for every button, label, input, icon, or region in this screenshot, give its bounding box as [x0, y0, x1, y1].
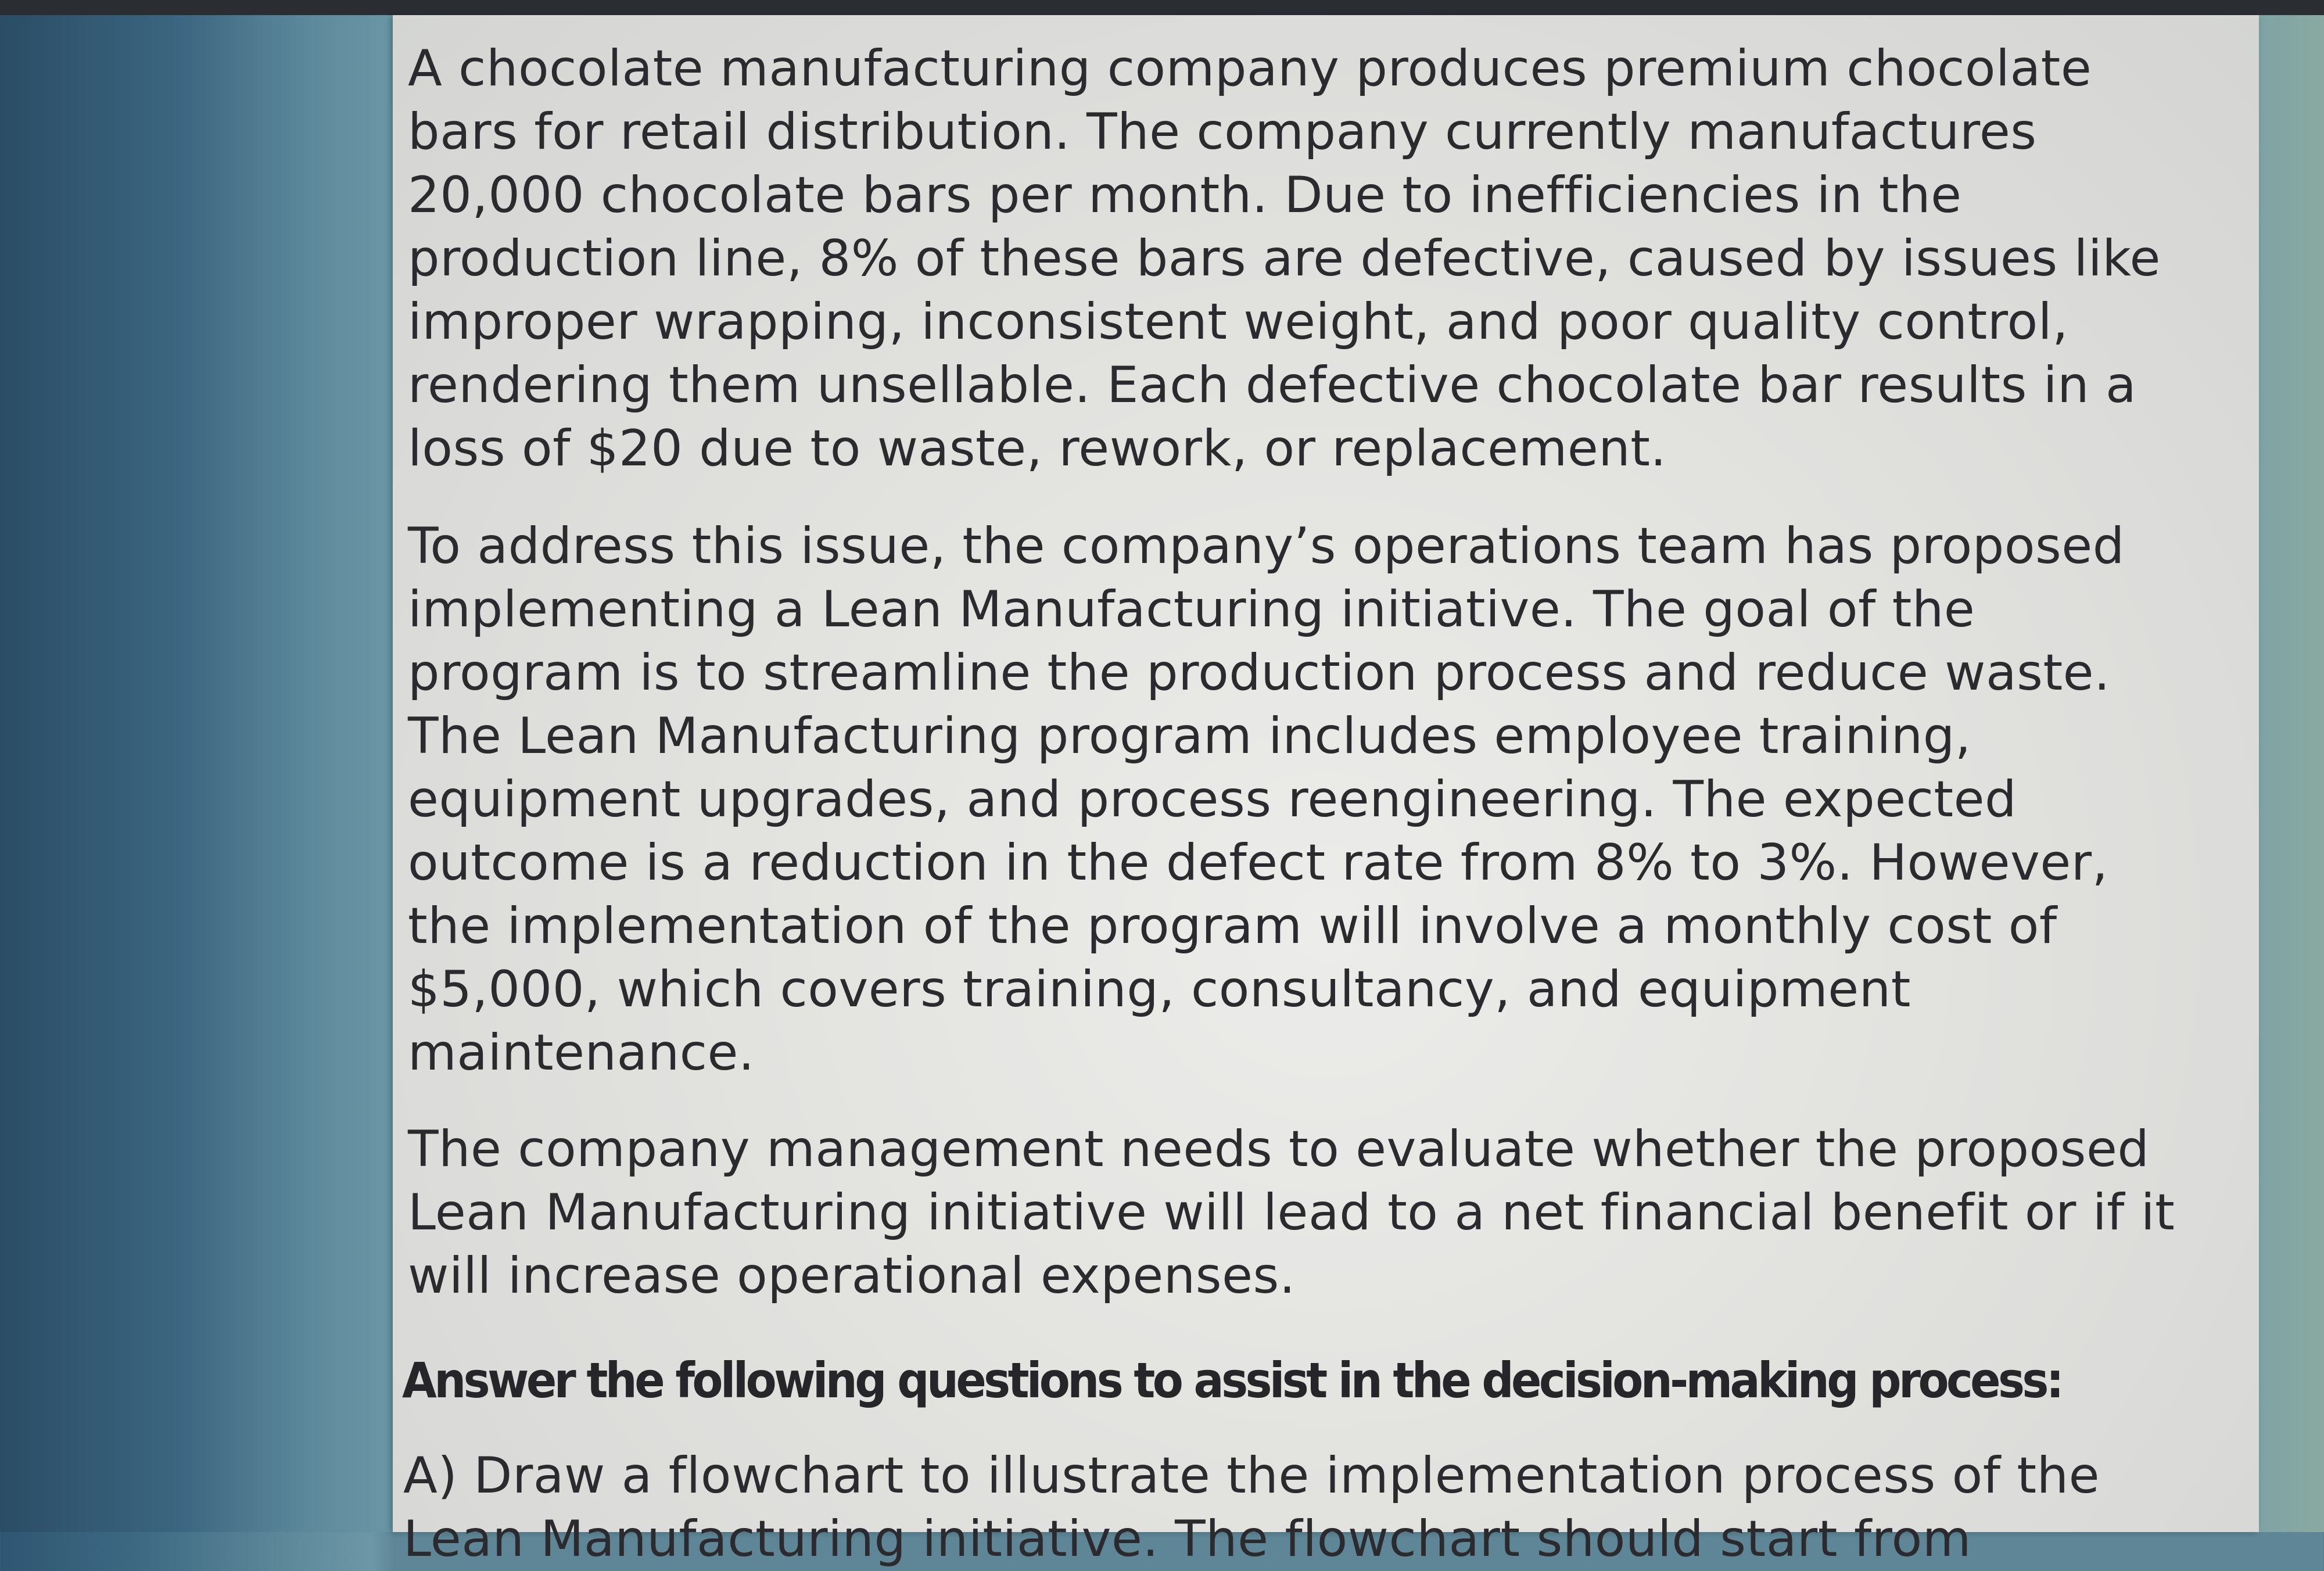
text-line: program is to streamline the production process and reduce waste. [408, 644, 2110, 702]
text-line: rendering them unsellable. Each defective chocolate bar results in a [408, 356, 2137, 414]
text-line: A) Draw a flowchart to illustrate the implementation process of the [403, 1447, 2100, 1505]
question-a [403, 1444, 2245, 1571]
text-line: maintenance. [408, 1024, 755, 1082]
document-page [393, 15, 2259, 1568]
text-line: 20,000 chocolate bars per month. Due to inefficiencies in the [408, 166, 1962, 224]
paragraph-evaluation [408, 1118, 2250, 1308]
text-line: Lean Manufacturing initiative. The flowchart should start from [403, 1510, 1971, 1568]
text-line: equipment upgrades, and process reengineering. The expected [408, 770, 2017, 828]
monitor-bezel [0, 0, 2324, 15]
text-line: implementing a Lean Manufacturing initiative. The goal of the [408, 580, 1975, 639]
text-line: The Lean Manufacturing program includes employee training, [408, 707, 1971, 765]
text-line: A chocolate manufacturing company produces premium chocolate [408, 40, 2092, 98]
paragraph-problem-statement [408, 37, 2250, 480]
text-line: The company management needs to evaluate whether the proposed [408, 1120, 2150, 1178]
text-line: improper wrapping, inconsistent weight, and poor quality control, [408, 293, 2069, 351]
text-line: production line, 8% of these bars are defective, caused by issues like [408, 229, 2161, 288]
paragraph-lean-initiative [408, 515, 2250, 1085]
text-line: bars for retail distribution. The company currently manufactures [408, 103, 2037, 161]
text-line: will increase operational expenses. [408, 1247, 1296, 1305]
background-right [2259, 15, 2324, 1532]
text-line: loss of $20 due to waste, rework, or replacement. [408, 419, 1667, 478]
text-line: Lean Manufacturing initiative will lead to a net financial benefit or if it [408, 1183, 2175, 1242]
questions-heading: Answer the following questions to assist in the decision-making process: [402, 1352, 2062, 1409]
background-left [0, 15, 393, 1532]
text-line: outcome is a reduction in the defect rate from 8% to 3%. However, [408, 834, 2108, 892]
text-line: To address this issue, the company’s operations team has proposed [408, 517, 2125, 575]
text-line: $5,000, which covers training, consultancy, and equipment [408, 960, 1911, 1018]
text-line: the implementation of the program will involve a monthly cost of [408, 897, 2057, 955]
